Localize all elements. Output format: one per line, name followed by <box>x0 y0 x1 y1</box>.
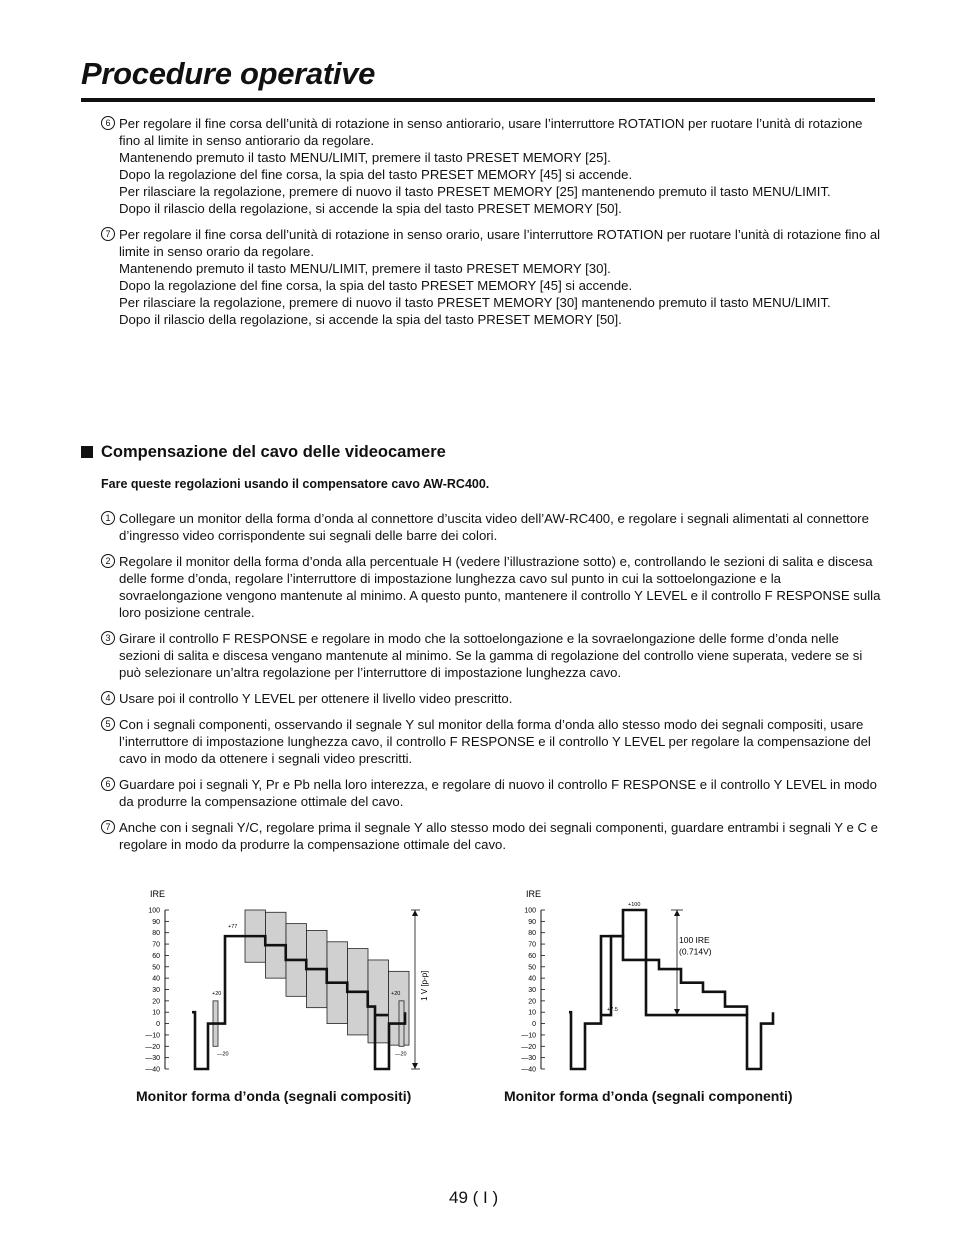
y-tick-label: 50 <box>152 964 160 972</box>
y-axis-label: IRE <box>150 889 166 899</box>
list-item <box>101 115 881 217</box>
y-tick-label: 10 <box>152 1009 160 1017</box>
composite-chart <box>135 884 445 1079</box>
y-tick-label: 40 <box>152 975 160 983</box>
rotation-steps <box>101 115 881 337</box>
y-tick-label: —40 <box>145 1066 160 1074</box>
annotation: —20 <box>217 1051 229 1058</box>
annotation: (0.714V) <box>679 946 712 957</box>
component-caption: Monitor forma d’onda (segnali componenti) <box>504 1088 793 1104</box>
y-tick-label: —20 <box>145 1043 160 1051</box>
step-text: Per regolare il fine corsa dell’unità di rotazione in senso antiorario, usare l’interruttore ROTATION per ruotare l’unità di rotazione fino al limite in senso antiorario da regolare. <box>119 116 863 148</box>
step-text: Per rilasciare la regolazione, premere di nuovo il tasto PRESET MEMORY [30] mantenendo premuto il tasto MENU/LIMIT. <box>119 295 831 310</box>
y-tick-label: 70 <box>152 941 160 949</box>
step-number: 2 <box>101 554 115 568</box>
waveform-a <box>569 910 773 1069</box>
annotation: +20 <box>391 991 401 998</box>
section-square-icon <box>81 446 93 458</box>
step-text: Con i segnali componenti, osservando il segnale Y sul monitor della forma d’onda allo stesso modo dei segnali compositi, usare l’interruttore di impostazione lunghezza cavo, il controllo F RESPONSE e il controllo Y LEVEL per regolare la compensazione del cavo in modo da ottenere i segnali video prescritti. <box>119 717 871 766</box>
bracket-arrow-up <box>412 910 418 916</box>
y-tick-label: 30 <box>152 987 160 994</box>
list-item <box>101 553 881 621</box>
y-tick-label: 10 <box>528 1009 536 1017</box>
page-title: Procedure operative <box>81 56 376 91</box>
bracket-arrow-down <box>412 1063 418 1069</box>
y-tick-label: —40 <box>521 1066 536 1074</box>
y-tick-label: 50 <box>528 964 536 972</box>
waveform-b <box>601 936 747 1015</box>
annotation: +20 <box>212 991 222 998</box>
y-tick-label: 90 <box>152 918 160 926</box>
y-tick-label: 100 <box>148 907 160 915</box>
y-axis-label: IRE <box>526 889 542 899</box>
voltage-label: 1 V [p-p] <box>420 970 429 1001</box>
step-number: 7 <box>101 820 115 834</box>
step-text: Dopo il rilascio della regolazione, si accende la spia del tasto PRESET MEMORY [50]. <box>119 312 622 327</box>
step-number: 7 <box>101 227 115 241</box>
step-text: Guardare poi i segnali Y, Pr e Pb nella loro interezza, e regolare di nuovo il controllo F RESPONSE e il controllo Y LEVEL in modo da produrre la compensazione ottimale del cavo. <box>119 777 877 809</box>
list-item <box>101 226 881 328</box>
cable-steps <box>101 510 881 862</box>
annotation: +77 <box>228 924 238 931</box>
step-text: Per regolare il fine corsa dell’unità di rotazione in senso orario, usare l’interruttore ROTATION per ruotare l’unità di rotazione fino al limite in senso orario da regolare. <box>119 227 881 259</box>
y-tick-label: —30 <box>145 1055 160 1063</box>
y-tick-label: 60 <box>528 952 536 960</box>
title-rule <box>81 98 875 102</box>
step-text: Mantenendo premuto il tasto MENU/LIMIT, premere il tasto PRESET MEMORY [30]. <box>119 261 611 276</box>
y-tick-label: —10 <box>145 1032 160 1040</box>
list-item <box>101 690 881 707</box>
y-tick-label: 80 <box>152 930 160 938</box>
step-text: Dopo la regolazione del fine corsa, la spia del tasto PRESET MEMORY [45] si accende. <box>119 278 633 293</box>
list-item <box>101 716 881 767</box>
list-item <box>101 819 881 853</box>
step-text: Girare il controllo F RESPONSE e regolare in modo che la sottoelongazione e la sovraelongazione delle forme d’onda nelle sezioni di salita e discesa vengano mantenute al minimo. Se la gamma di regolazione del controllo viene superata, vedere se si può selezionare un’altra regolazione per l’interruttore di impostazione lunghezza cavo. <box>119 631 863 680</box>
chroma-bar <box>368 960 389 1043</box>
step-text: Per rilasciare la regolazione, premere di nuovo il tasto PRESET MEMORY [25] mantenendo premuto il tasto MENU/LIMIT. <box>119 184 831 199</box>
section-heading: Compensazione del cavo delle videocamere <box>81 443 446 462</box>
section-intro: Fare queste regolazioni usando il compensatore cavo AW-RC400. <box>101 477 490 491</box>
composite-waveform-svg <box>135 884 445 1079</box>
annotation: +100 <box>628 902 641 908</box>
y-tick-label: 100 <box>524 907 536 915</box>
annotation: +7.5 <box>607 1007 618 1014</box>
step-number: 4 <box>101 691 115 705</box>
component-waveform-svg <box>511 884 801 1079</box>
step-text: Regolare il monitor della forma d’onda alla percentuale H (vedere l’illustrazione sotto) e, controllando le sezioni di salita e discesa delle forme d’onda, regolare l’interruttore di impostazione lunghezza cavo sul punto in cui la sottoelongazione e la sovraelongazione vengono mantenute al minimo. A questo punto, mantenere il controllo Y LEVEL e il controllo F RESPONSE sulla loro posizione centrale. <box>119 554 881 620</box>
step-number: 6 <box>101 777 115 791</box>
page-number: 49 ( I ) <box>449 1188 499 1207</box>
list-item <box>101 510 881 544</box>
composite-caption: Monitor forma d’onda (segnali compositi) <box>136 1088 412 1104</box>
y-tick-label: 80 <box>528 930 536 938</box>
list-item <box>101 776 881 810</box>
step-number: 5 <box>101 717 115 731</box>
step-number: 6 <box>101 116 115 130</box>
step-text: Dopo la regolazione del fine corsa, la spia del tasto PRESET MEMORY [45] si accende. <box>119 167 633 182</box>
y-tick-label: 30 <box>528 987 536 994</box>
step-text: Usare poi il controllo Y LEVEL per ottenere il livello video prescritto. <box>119 691 513 706</box>
ire-arrow-up <box>674 910 680 916</box>
step-text: Anche con i segnali Y/C, regolare prima il segnale Y allo stesso modo dei segnali componenti, guardare entrambi i segnali Y e C e regolare in modo da produrre la compensazione ottimale del cavo. <box>119 820 878 852</box>
y-tick-label: 0 <box>532 1021 536 1029</box>
step-text: Dopo il rilascio della regolazione, si accende la spia del tasto PRESET MEMORY [50]. <box>119 201 622 216</box>
y-tick-label: —20 <box>521 1043 536 1051</box>
step-text: Collegare un monitor della forma d’onda al connettore d’uscita video dell’AW-RC400, e regolare i segnali alimentati al connettore d’ingresso video corrispondente sui segnali delle barre dei colori. <box>119 511 869 543</box>
y-tick-label: 90 <box>528 918 536 926</box>
y-tick-label: 20 <box>152 998 160 1006</box>
step-number: 1 <box>101 511 115 525</box>
y-tick-label: —10 <box>521 1032 536 1040</box>
annotation: —20 <box>395 1051 407 1058</box>
y-tick-label: 0 <box>156 1021 160 1029</box>
y-tick-label: 40 <box>528 975 536 983</box>
step-text: Mantenendo premuto il tasto MENU/LIMIT, premere il tasto PRESET MEMORY [25]. <box>119 150 611 165</box>
component-chart <box>511 884 801 1079</box>
y-tick-label: 60 <box>152 952 160 960</box>
y-tick-label: 70 <box>528 941 536 949</box>
annotation: 100 IRE <box>679 934 710 945</box>
y-tick-label: —30 <box>521 1055 536 1063</box>
y-tick-label: 20 <box>528 998 536 1006</box>
step-number: 3 <box>101 631 115 645</box>
list-item <box>101 630 881 681</box>
